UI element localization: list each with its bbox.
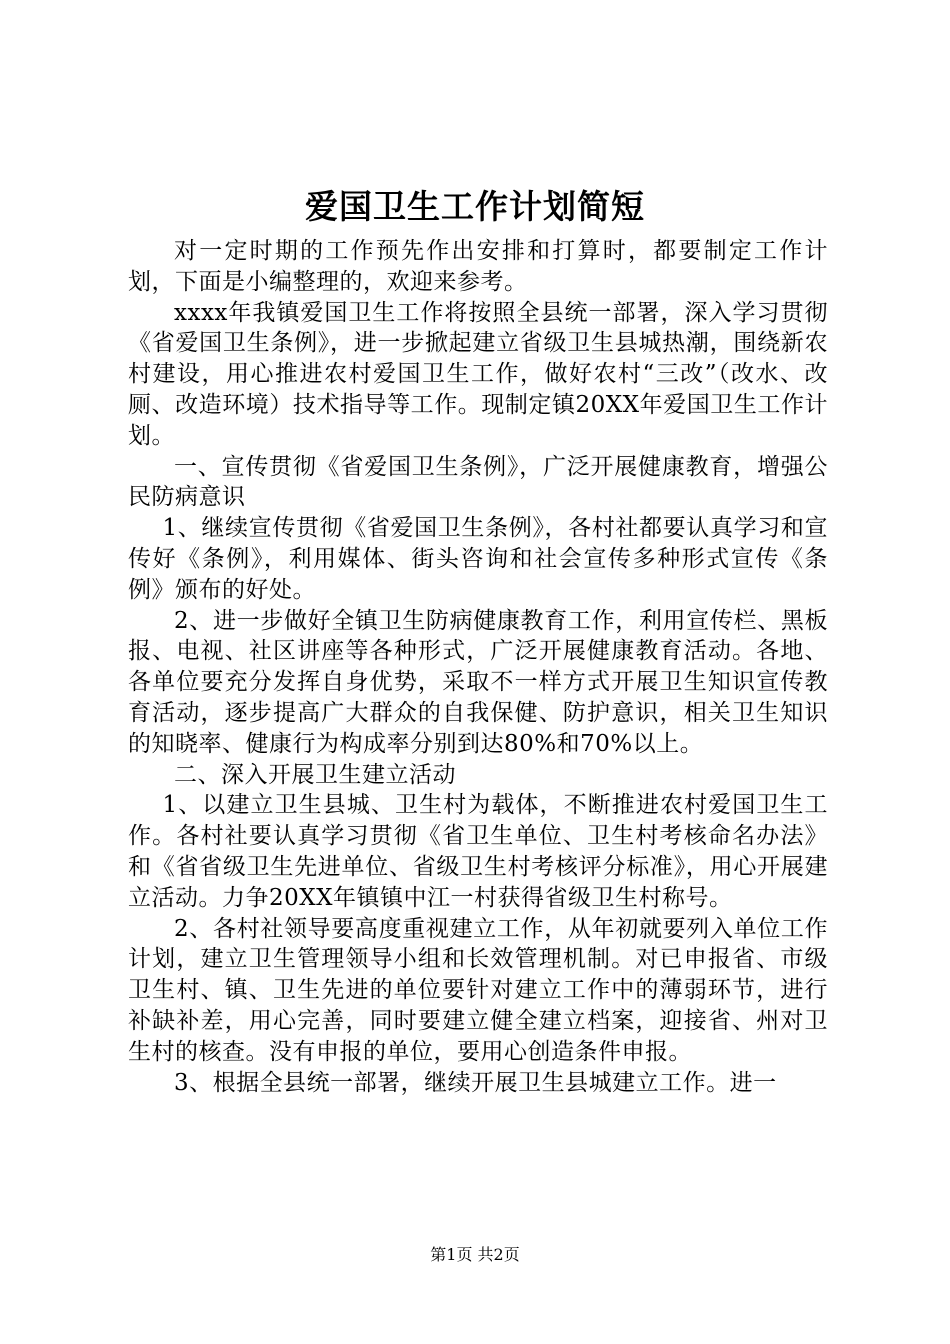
list-item: 3、根据全县统一部署，继续开展卫生县城建立工作。进一	[174, 1069, 777, 1096]
list-item: 2、进一步做好全镇卫生防病健康教育工作，利用宣传栏、黑板报、电视、社区讲座等各种形式，广泛开展健康教育活动。各地、各单位要充分发挥自身优势，采取不一样方式开展卫生知识宣传教育活动，逐步提高广大群众的自我保健、防护意识，相关卫生知识的知晓率、健康行为构成率分别到达80%和70%以上。	[128, 607, 828, 757]
document-body	[128, 236, 828, 1098]
document-title: 爱国卫生工作计划简短	[305, 187, 645, 226]
list-item: 1、以建立卫生县城、卫生村为载体，不断推进农村爱国卫生工作。各村社要认真学习贯彻《省卫生单位、卫生村考核命名办法》和《省省级卫生先进单位、省级卫生村考核评分标准》，用心开展建立活动。力争20XX年镇镇中江一村获得省级卫生村称号。	[128, 792, 828, 911]
list-item: 2、各村社领导要高度重视建立工作，从年初就要列入单位工作计划，建立卫生管理领导小组和长效管理机制。对已申报省、市级卫生村、镇、卫生先进的单位要针对建立工作中的薄弱环节，进行补缺补差，用心完善，同时要建立健全建立档案，迎接省、州对卫生村的核查。没有申报的单位，要用心创造条件申报。	[128, 915, 828, 1065]
overview-paragraph: xxxx年我镇爱国卫生工作将按照全县统一部署，深入学习贯彻《省爱国卫生条例》，进一步掀起建立省级卫生县城热潮，围绕新农村建设，用心推进农村爱国卫生工作，做好农村“三改”（改水、改厕、改造环境）技术指导等工作。现制定镇20XX年爱国卫生工作计划。	[128, 299, 828, 449]
intro-paragraph: 对一定时期的工作预先作出安排和打算时，都要制定工作计划，下面是小编整理的，欢迎来参考。	[128, 238, 828, 295]
list-item: 1、继续宣传贯彻《省爱国卫生条例》，各村社都要认真学习和宣传好《条例》，利用媒体、街头咨询和社会宣传多种形式宣传《条例》颁布的好处。	[128, 515, 828, 603]
section-heading: 二、深入开展卫生建立活动	[174, 761, 456, 788]
page-number-footer: 第1页 共2页	[430, 1245, 520, 1264]
section-heading: 一、宣传贯彻《省爱国卫生条例》，广泛开展健康教育，增强公民防病意识	[128, 453, 828, 511]
